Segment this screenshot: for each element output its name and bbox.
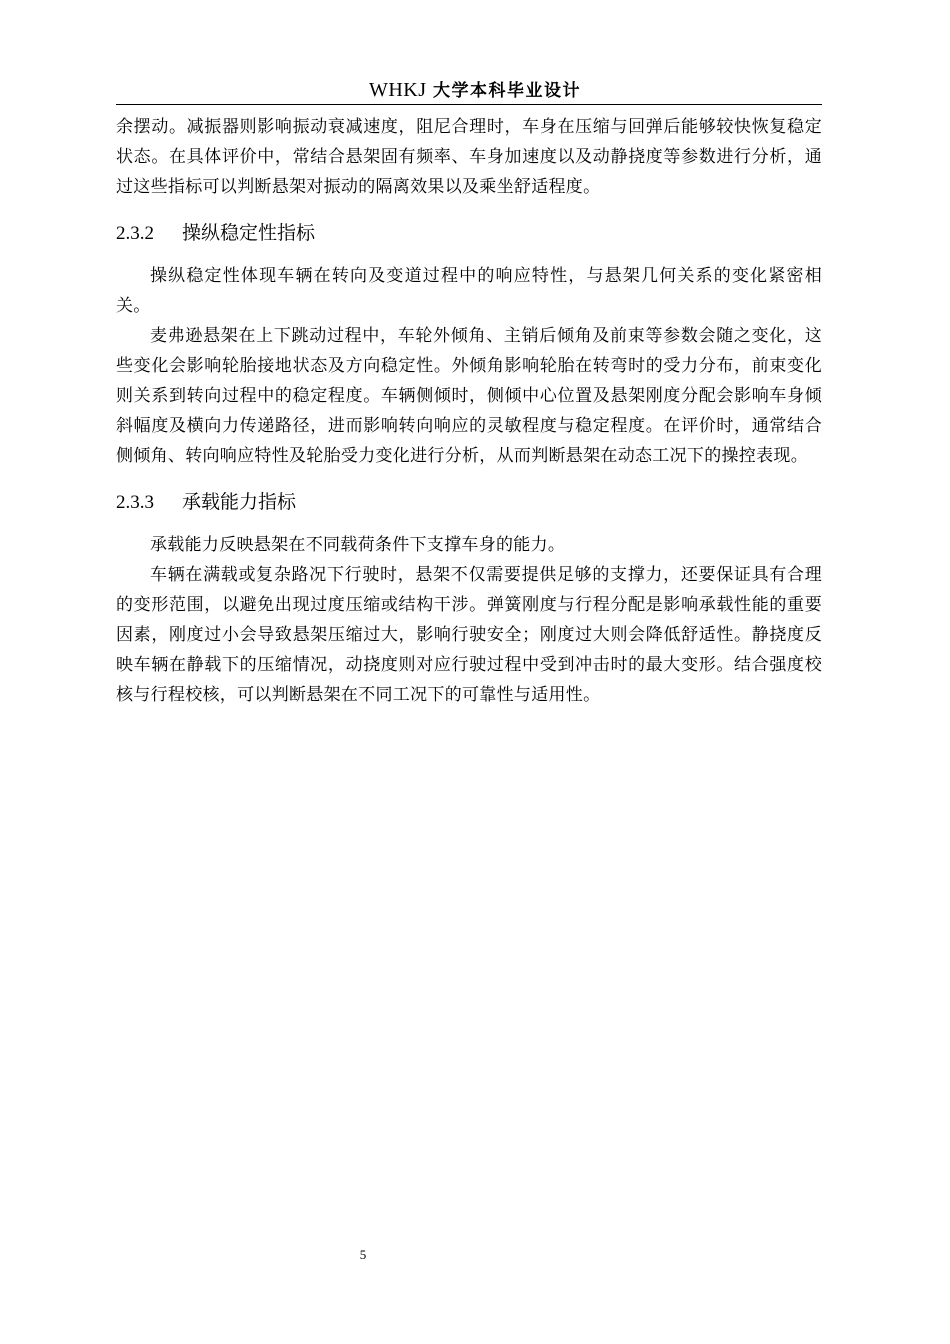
section-heading <box>116 485 822 520</box>
section-heading <box>116 216 822 251</box>
section-number: 2.3.3 <box>116 492 154 513</box>
page-body <box>116 112 822 710</box>
body-paragraph: 麦弗逊悬架在上下跳动过程中，车轮外倾角、主销后倾角及前束等参数会随之变化，这些变化会影响轮胎接地状态及方向稳定性。外倾角影响轮胎在转弯时的受力分布，前束变化则关系到转向过程中的稳定程度。车辆侧倾时，侧倾中心位置及悬架刚度分配会影响车身倾斜幅度及横向力传递路径，进而影响转向响应的灵敏程度与稳定程度。在评价时，通常结合侧倾角、转向响应特性及轮胎受力变化进行分析，从而判断悬架在动态工况下的操控表现。 <box>116 326 822 466</box>
body-paragraph: 余摆动。减振器则影响振动衰减速度，阻尼合理时，车身在压缩与回弹后能够较快恢复稳定状态。在具体评价中，常结合悬架固有频率、车身加速度以及动静挠度等参数进行分析，通过这些指标可以判断悬架对振动的隔离效果以及乘坐舒适程度。 <box>116 117 822 197</box>
section-title: 操纵稳定性指标 <box>182 222 316 244</box>
header-divider <box>116 104 822 105</box>
body-paragraph: 承载能力反映悬架在不同载荷条件下支撑车身的能力。 <box>150 535 566 555</box>
body-paragraph: 车辆在满载或复杂路况下行驶时，悬架不仅需要提供足够的支撑力，还要保证具有合理的变形范围，以避免出现过度压缩或结构干涉。弹簧刚度与行程分配是影响承载性能的重要因素，刚度过小会导致悬架压缩过大，影响行驶安全；刚度过大则会降低舒适性。静挠度反映车辆在静载下的压缩情况，动挠度则对应行驶过程中受到冲击时的最大变形。结合强度校核与行程校核，可以判断悬架在不同工况下的可靠性与适用性。 <box>116 565 822 705</box>
header-institution-code: WHKJ <box>368 79 427 101</box>
section-number: 2.3.2 <box>116 223 154 244</box>
page-header <box>0 76 950 102</box>
header-document-type: 大学本科毕业设计 <box>433 81 582 101</box>
body-paragraph: 操纵稳定性体现车辆在转向及变道过程中的响应特性，与悬架几何关系的变化紧密相关。 <box>116 266 822 316</box>
page-number: 5 <box>359 1247 367 1262</box>
section-title: 承载能力指标 <box>182 491 297 513</box>
